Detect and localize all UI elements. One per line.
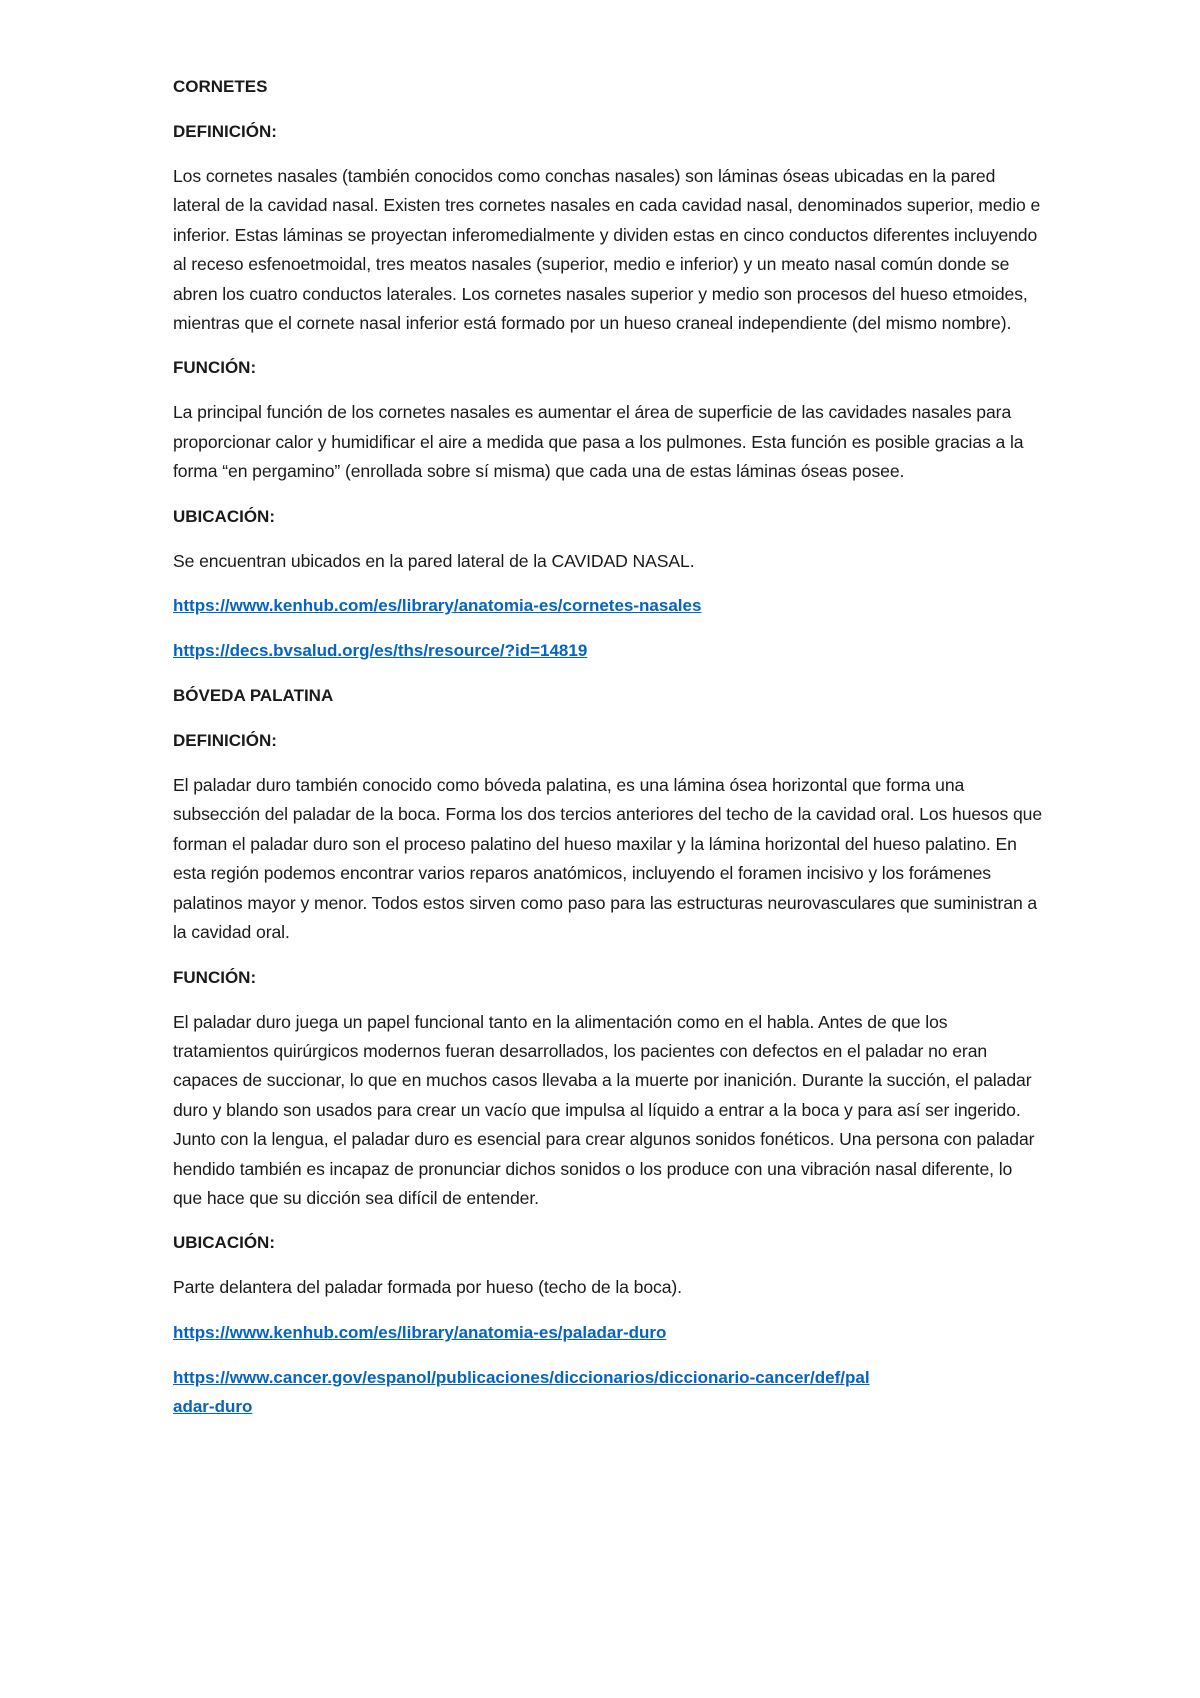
definition-heading: DEFINICIÓN: (173, 122, 277, 141)
location-text: Se encuentran ubicados en la pared lateral de la CAVIDAD NASAL. (173, 550, 695, 571)
function-heading: FUNCIÓN: (173, 967, 257, 987)
function-text: La principal función de los cornetes nasales es aumentar el área de superficie de las cavidades nasales para proporcionar calor y humidificar el aire a medida que pasa a los pulmones. Esta función es posible gracias a la forma “en pergamino” (enrollada sobre sí misma) que cada una de estas láminas óseas posee. (173, 402, 1024, 482)
location-text: Parte delantera del paladar formada por hueso (techo de la boca). (173, 1277, 682, 1298)
reference-link[interactable]: https://www.kenhub.com/es/library/anatomia-es/cornetes-nasales (173, 596, 702, 616)
definition-text: El paladar duro también conocido como bóveda palatina, es una lámina ósea horizontal que forma una subsección del paladar de la boca. Forma los dos tercios anteriores del techo de la cavidad oral. Los huesos que forman el paladar duro son el proceso palatino del hueso maxilar y la lámina horizontal del hueso palatino. En esta región podemos encontrar varios reparos anatómicos, incluyendo el foramen incisivo y los forámenes palatinos mayor y menor. Todos estos sirven como paso para las estructuras neurovasculares que suministran a la cavidad oral. (173, 775, 1043, 943)
section-title: BÓVEDA PALATINA (173, 686, 334, 706)
function-heading: FUNCIÓN: (173, 358, 257, 378)
reference-link[interactable]: https://www.kenhub.com/es/library/anatomia-es/paladar-duro (173, 1322, 667, 1342)
reference-link[interactable]: https://www.cancer.gov/espanol/publicaciones/diccionarios/diccionario-cancer/def/paladar-duro (173, 1367, 870, 1416)
section-boveda-palatina (173, 681, 1043, 1421)
definition-heading: DEFINICIÓN: (173, 731, 277, 751)
section-cornetes (173, 72, 1043, 665)
location-heading: UBICACIÓN: (173, 506, 275, 526)
location-heading: UBICACIÓN: (173, 1233, 275, 1253)
document-page (173, 72, 1043, 1437)
function-text: El paladar duro juega un papel funcional tanto en la alimentación como en el habla. Antes de que los tratamientos quirúrgicos modernos fueran desarrollados, los pacientes con defectos en el paladar no eran capaces de succionar, lo que en muchos casos llevaba a la muerte por inanición. Durante la succión, el paladar duro y blando son usados para crear un vacío que impulsa al líquido a entrar a la boca y para así ser ingerido. Junto con la lengua, el paladar duro es esencial para crear algunos sonidos fonéticos. Una persona con paladar hendido también es incapaz de pronunciar dichos sonidos o los produce con una vibración nasal diferente, lo que hace que su dicción sea difícil de entender. (173, 1011, 1035, 1208)
reference-link[interactable]: https://decs.bvsalud.org/es/ths/resource/?id=14819 (173, 641, 588, 661)
section-title: CORNETES (173, 77, 268, 96)
definition-text: Los cornetes nasales (también conocidos como conchas nasales) son láminas óseas ubicadas en la pared lateral de la cavidad nasal. Existen tres cornetes nasales en cada cavidad nasal, denominados superior, medio e inferior. Estas láminas se proyectan inferomedialmente y dividen estas en cinco conductos diferentes incluyendo al receso esfenoetmoidal, tres meatos nasales (superior, medio e inferior) y un meato nasal común donde se abren los cuatro conductos laterales. Los cornetes nasales superior y medio son procesos del hueso etmoides, mientras que el cornete nasal inferior está formado por un hueso craneal independiente (del mismo nombre). (173, 166, 1041, 334)
